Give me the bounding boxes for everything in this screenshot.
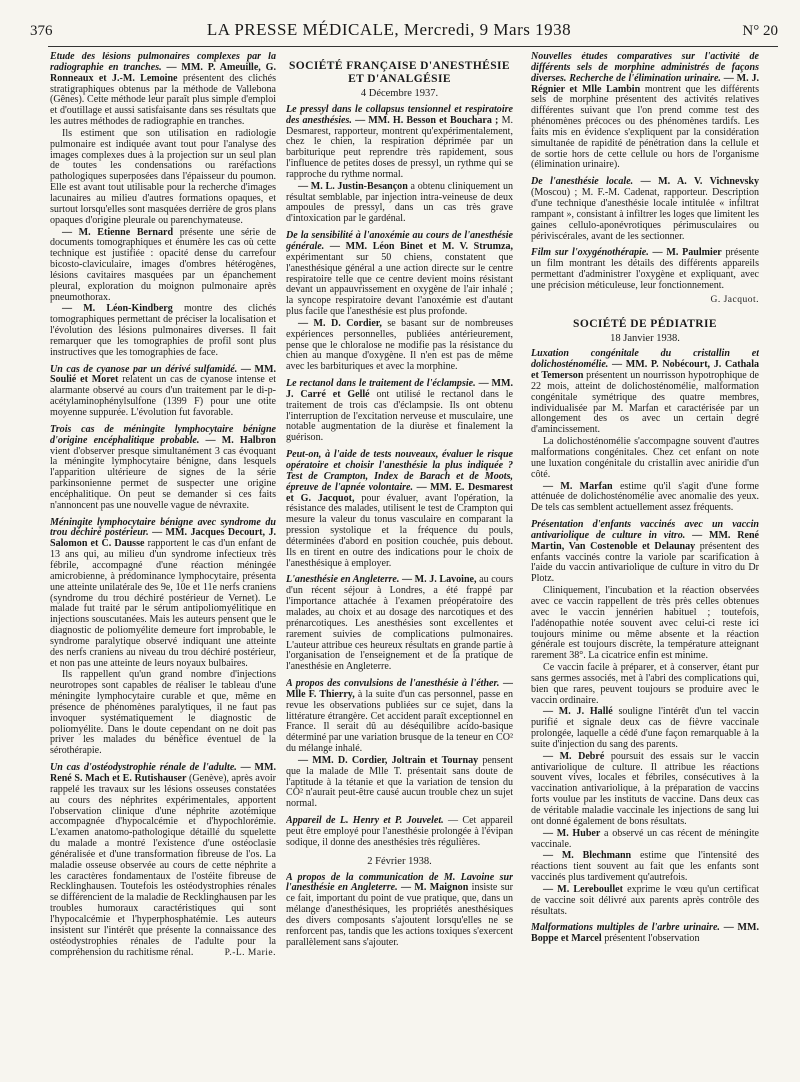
article-paragraph [50,365,276,419]
article-paragraph [531,52,759,171]
article-paragraph [286,575,513,673]
article-text: a obtenu cliniquement un résultat semblable, par injection intra-veineuse de deux ampoules de pressyl, dans un cas très grave d'intoxication par le gardénal. [286,180,513,225]
article-paragraph [531,752,759,828]
article-text: insiste sur ce fait, important du point de vue pratique, que, dans un mélange d'anesthésiques, les propriétés anesthésiques des divers composants s'ajoutent lorsqu'elles ne se renforcent pas, tandis que les actions toxiques s'exercent parallèlement sans s'ajouter. [286,882,513,948]
article-title: Le rectanol dans le traitement de l'éclampsie. [286,378,476,390]
article-text: poursuit des essais sur le vaccin antivariolique de culture. Il attribue les réactions souvent vives, locales et fébriles, consécutives à la vaccination antivariolique, à la préparation de vaccins forts voulue par les instituts de vaccine. Dans deux cas de véritable maladie vaccinale les injections de sang lui ont donné également de bons résultats. [531,750,759,827]
article-text: présentent un nourrisson hypotrophique de 22 mois, atteint de dolichosténomélie, malformation congénitale symétrique des quatre membres, individualisée par M. Marfan et caractérisée par un allongement des os avec un certain degré d'amincissement. [531,370,759,436]
article-title: A propos des convulsions de l'anesthésie à l'éther. [286,678,500,690]
article-title: De la sensibilité à l'anoxémie au cours de l'anesthésie générale. [286,230,513,252]
article-title: Un cas de cyanose par un dérivé sulfamidé. [50,363,238,375]
article-authors: — MM. Boppe et Marcel [531,922,759,945]
article-authors: — M. J. Régnier et Mlle Lambin [531,72,759,95]
column-3 [531,52,759,1067]
article-paragraph [286,379,513,444]
article-paragraph [286,679,513,755]
article-authors: — M. Halbron [205,434,276,446]
article-title: Luxation congénitale du cristallin et dolichosténomélie. [531,348,759,371]
article-authors: — MM. Soulié et Moret [50,363,276,386]
article-paragraph [531,177,759,242]
article-authors: — MM. E. Desmarest et G. Jacquot, [286,481,513,504]
article-authors: — M. L. Justin-Besançon [298,180,408,192]
article-paragraph [50,763,276,958]
article-authors: — Mlle F. Thierry, [286,678,513,700]
article-paragraph [531,248,759,291]
article-paragraph [531,482,759,515]
article-text: montrent que les différents sels de morphine présentent des activités relatives différentes suivant que l'on prend comme test des phénomènes précoces ou des phénomènes tardifs. Les faits mis en évidence s'expliquent par la considération simultanée de rapidité de pénétration dans la cellule et de sortie hors de cette cellule ou hors de l'organisme (élimination urinaire). [531,83,759,171]
article-authors: — MM. Jacques Decourt, J. Salomon et C. Dausse [50,527,276,550]
column-1 [50,52,276,1062]
article-authors: — M. D. Cordier, [298,317,382,329]
article-text: présentent l'observation [604,933,700,945]
article-paragraph [50,518,276,670]
article-text: présente un film montrant les détails des différents appareils permettant d'administrer l'oxygène et expliquant, avec une précision méticuleuse, leur fonctionnement. [531,247,759,291]
header-rule [48,46,778,47]
article-authors: — M. Blechmann [543,850,632,862]
article-authors: — M. J. Lavoine, [402,574,477,586]
article-text: (Genève), après avoir rappelé les travaux sur les lésions osseuses constatées au cours des néphrites expérimentales, apportent l'observation clinique d'une néphrite azotémique accompagnée d'hypocalcémie et d'hypochlorémie. L'examen anatomo-pathologique détaillé du squelette du malade a montré l'existence d'une ostéoclasie généralisée et d'une transformation fibreuse de l'os. La maladie osseuse observée au cours de cette néphrite a les caractères fondamentaux de l'ostéite fibreuse de Recklinghausen. Toutefois les ostéodystrophies rénales se différencient de la maladie de Recklinghausen par les troubles humoraux caractéristiques qui sont l'hypocalcémie et l'hyperphosphatémie. Les auteurs insistent sur l'intérêt que présente la connaissance des ostéodystrophies rénales de l'adulte pour la compréhension du rachitisme rénal. [50,773,276,958]
article-text: vient d'observer presque simultanément 3 cas évoquant la méningite lymphocytaire bénigne, dans lesquels l'apparition ultérieure de signes de la série parkinsonienne permet de suspecter une origine encéphalitique. On peut se demander si ces faits n'annoncent pas une nouvelle vague de névraxite. [50,445,276,511]
article-title: Malformations multiples de l'arbre urinaire. [531,922,720,934]
article-paragraph [286,756,513,810]
article-text: souligne l'intérêt d'un tel vaccin purifié et signale deux cas de fièvre vaccinale prolongée, laquelle a cédé d'une façon remarquable à la suite d'injection du sang des parents. [531,706,759,750]
article-title: Etude des lésions pulmonaires complexes par la radiographie en tranches. [50,52,276,73]
article-paragraph [50,304,276,358]
article-authors: — M. A. V. Vichnevsky [640,176,759,188]
article-title: Trois cas de méningite lymphocytaire bénigne d'origine encéphalitique probable. [50,423,276,446]
section-heading: SOCIÉTÉ FRANÇAISE D'ANESTHÉSIE ET D'ANALGÉSIE [289,60,510,85]
article-text: présente une série de documents tomographiques et énumère les cas où cette technique est justifiée : opacité dense du carrefour bicosto-claviculaire, images d'ombres hétérogènes, lésions cavitaires masquées par un épanchement pleural, exploration du moignon pulmonaire après pneumothorax. [50,226,276,303]
article-paragraph [286,231,513,318]
article-title: L'anesthésie en Angleterre. [286,574,400,586]
article-paragraph [286,450,513,569]
session-date: 18 Janvier 1938. [610,332,680,344]
article-authors: — M. Marfan [543,480,613,492]
article-text: relatent un cas de cyanose intense et alarmante observé au cours d'un traitement par le di-p-acétylaminophénylsulfone (1399 F) pour une otite moyenne suppurée. L'évolution fut favorable. [50,374,276,418]
article-paragraph [50,52,276,128]
article-text: pensent que la malade de Mlle T. présentait sans doute de l'aptitude à la tétanie et que la variation de tension du CO² n'aurait peut-être causé aucun trouble chez un sujet normal. [286,754,513,810]
article-authors: — M. Paulmier [652,247,722,259]
signature: P.-L. Marie. [224,947,276,958]
article-authors: — M. J. Hallé [543,706,613,718]
article-paragraph [531,829,759,851]
article-paragraph: Cliniquement, l'incubation et la réaction observées avec ce vaccin rappellent de très près celles obtenues avec le vaccin jennérien habituel ; toutefois, l'adénopathie notée souvent avec celui-ci reste ici toujours minime ou même absente et la réaction générale est toujours discrète, la température atteignant rarement 38°. La cicatrice enfin est minime. [531,585,759,662]
article-authors: — M. Huber [543,827,601,839]
column-2 [286,52,513,1067]
article-authors: — M. Maignon [400,882,469,894]
article-text: montre des clichés tomographiques permettant de préciser la localisation et l'évolution des lésions pulmonaires diverses. Il fait remarquer que les tomographies de profil sont plus instructives que les tomographies de face. [50,303,276,358]
page-number: 376 [30,23,53,39]
issue-number: N° 20 [742,23,778,39]
article-paragraph [531,885,759,918]
article-paragraph [531,349,759,436]
article-text: estime que l'intensité des réactions tient souvent au fait que les enfants sont vaccinés plus tardivement qu'autrefois. [531,850,759,884]
article-title: Peut-on, à l'aide de tests nouveaux, évaluer le risque opératoire et choisir l'anesthésie la plus indiquée ? Test de Crampton, Index de Barach et de Moots, épreuve de l'apnée volontaire. [286,449,513,493]
signature: G. Jacquot. [710,294,759,305]
article-paragraph [531,851,759,884]
article-text: se basant sur de nombreuses expériences personnelles, publiées antérieurement, pense que le chloralose ne modifie pas la résistance du chien au manque d'oxygène. Il n'en est pas de même avec les barbituriques et avec la morphine. [286,317,513,373]
article-text: au cours d'un récent séjour à Londres, a été frappé par l'importance attachée à l'examen préopératoire des malades, au choix et au dosage des narcotiques et des prénarcotiques. Les anesthésies sont excellentes et rarement suivies de complications pulmonaires. L'auteur attribue ces heureux résultats en grande partie à l'organisation de l'enseignement et de la pratique de l'anesthésie en Angleterre. [286,574,513,673]
article-paragraph [531,520,759,585]
article-text: a observé un cas récent de méningite vaccinale. [531,827,759,850]
article-authors: — MM. H. Besson et Bouchara ; [355,114,499,126]
article-title: Un cas d'ostéodystrophie rénale de l'adulte. [50,762,237,774]
article-paragraph: Ils rappellent qu'un grand nombre d'injections neurotropes sont capables de réaliser le tableau d'une méningite lymphocytaire curable et que, même en présence de phénomènes paralytiques, il ne faut pas invoquer systématiquement le diagnostic de poliomyélite. Dans le doute cependant on ne doit pas priver les malades du bénéfice éventuel de la sérothérapie. [50,669,276,757]
article-paragraph: Ils estiment que son utilisation en radiologie pulmonaire est indiquée avant tout pour l'analyse des images complexes dues à la projection sur un seul plan de toutes les condensations ou raréfactions pathologiques superposées dans l'épaisseur du poumon. Elle est avant tout utilisable pour la recherche d'images lacunaires au milieu d'autres formations opaques, et surtout lorsqu'elles sont masquées derrière de gros plans opaques d'origine pleurale ou parenchymateuse. [50,127,276,226]
article-paragraph [286,182,513,225]
article-title: Appareil de L. Henry et P. Jouvelet. [286,815,444,827]
article-authors: — MM. P. Nobécourt, J. Cathala et Temerson [531,359,759,382]
session-date: 2 Février 1938. [367,855,432,867]
article-authors: — MM. Léon Binet et M. V. Strumza, [329,240,513,252]
page-header [30,20,778,44]
section-heading: SOCIÉTÉ DE PÉDIATRIE [573,317,717,330]
article-paragraph: Ce vaccin facile à préparer, et à conserver, étant pur sans germes associés, met à l'abri des complications qui, bien que rares, peuvent toujours se produire avec le vaccin ordinaire. [531,662,759,706]
article-text: M. Desmarest, rapporteur, montrent qu'expérimentalement, chez le chien, la respiration déprimée par un barbiturique peut reprendre très rapidement, sous l'influence de petites doses de pressyl, un rythme qui se rapproche du rythme normal. [286,114,513,180]
article-paragraph [50,228,276,304]
article-text: ont utilisé le rectanol dans le traitement de trois cas d'éclampsie. Ils ont obtenu l'interruption de l'excitation nerveuse et musculaire, une notable augmentation de la diurèse et finalement la guérison. [286,388,513,444]
article-paragraph [531,923,759,945]
article-authors: — M. Léon-Kindberg [62,303,173,315]
article-authors: — M. Debré [543,750,605,762]
article-title: Méningite lymphocytaire bénigne avec syndrome du trou déchiré postérieur. [50,516,276,539]
session-date: 4 Décembre 1937. [360,88,439,99]
article-text: estime qu'il s'agit d'une forme atténuée de dolichosténomélie avec anomalie des yeux. De tels cas semblent actuellement assez fréquents. [531,480,759,514]
article-text: rapportent le cas d'un enfant de 13 ans qui, au milieu d'un syndrome infectieux très fébrile, accompagné d'une réaction méningée amicrobienne, à prédominance lymphocytaire, présenta une atteinte unilatérale des 9e, 10e et 11e nerfs craniens (syndrome du trou déchiré postérieur de Vernet). Le malade fut traité par le sérum antipoliomyélitique en injections souscutanées. Mais les auteurs pensent que le diagnostic de poliomyélite demeure fort improbable, le syndrome paralytique observé indiquant une atteinte des nerfs craniens au niveau du trou déchiré postérieur, et non pas une atteinte de leurs noyaux bulbaires. [50,538,276,669]
article-paragraph [531,707,759,750]
article-paragraph [50,425,276,512]
article-text: présentent des clichés stratigraphiques obtenus par la méthode de Vallebona (Gênes). Cette méthode leur paraît plus simple d'emploi et d'outillage et aussi satisfaisante dans ses résultats que les autres méthodes de radiographie en tranches. [50,72,276,128]
article-authors: — M. Etienne Bernard [62,226,174,238]
article-text: exprime le vœu qu'un certificat de vaccine soit délivré aux parents après contrôle des résultats. [531,883,759,917]
article-paragraph [286,105,513,181]
article-paragraph [286,319,513,373]
article-text: présentent des enfants vaccinés contre la variole par scarification à l'aide du vaccin antivariolique de culture in vitro du Dr Plotz. [531,540,759,585]
article-title: De l'anesthésie locale. [531,176,634,188]
article-authors: — MM. P. Ameuille, G. Ronneaux et J.-M. Lemoine [50,61,276,84]
article-text: expérimentant sur 50 chiens, constatent que l'anesthésique général a une action directe sur le centre respiratoire telle que ce centre devient moins résistant devant un appauvrissement en oxygène de l'air inhalé ; la syncope respiratoire devant l'anoxémie est d'autant plus facile que l'anesthésie est plus profonde. [286,251,513,318]
article-title: A propos de la communication de M. Lavoine sur l'anesthésie en Angleterre. [286,871,513,894]
article-text: à la suite d'un cas personnel, passe en revue les observations publiées sur ce sujet, dans la littérature étrangère. Cet accident paraît exceptionnel en France. Il serait dû au déséquilibre acido-basique déterminé par une variation brusque de la teneur en CO² du mélange inhalé. [286,688,513,755]
article-paragraph [286,873,513,949]
article-authors: — MM. D. Cordier, Joltrain et Tournay [298,754,479,766]
article-title: Nouvelles études comparatives sur l'activité de différents sels de morphine administrés de façons diverses. Recherche de l'élimination urinaire. [531,52,759,84]
article-text: (Moscou) ; M. F.-M. Cadenat, rapporteur. Description d'une technique d'anesthésie locale intitulée « infiltrat rampant », consistant à infiltrer les loges que limitent les gaines cellulo-aponévrotiques périmusculaires ou périviscérales, avant de les sectionner. [531,187,759,242]
article-text: pour évaluer, avant l'opération, la résistance des malades, utilisent le test de Crampton qui mesure la valeur du tonus vasculaire en comparant la pression systolique et la fréquence du pouls, déterminées d'abord en position couchée, puis debout. Ils en tirent en outre des indications pour le choix de l'anesthésique à employer. [286,492,513,569]
article-title: Présentation d'enfants vaccinés avec un vaccin antivariolique de culture in vitro. [531,519,759,541]
article-authors: — M. Lereboullet [543,883,623,895]
article-authors: — MM. J. Carré et Gellé [286,378,513,400]
article-paragraph: La dolichosténomélie s'accompagne souvent d'autres malformations congénitales. Chez cet enfant on note une luxation congénitale du cristallin avec aniridie d'un côté. [531,436,759,480]
article-title: Le pressyl dans le collapsus tensionnel et respiratoire des anesthésies. [286,103,513,126]
article-text: — Cet appareil peut être employé pour l'anesthésie prolongée à l'évipan sodique, il donne des anesthésies très régulières. [286,815,513,848]
article-authors: — MM. René Martin, Van Costenoble et Delaunay [531,529,759,552]
journal-title: LA PRESSE MÉDICALE, Mercredi, 9 Mars 1938 [206,20,572,39]
article-authors: — MM. René S. Mach et E. Rutishauser [50,762,276,784]
article-paragraph [286,816,513,849]
article-title: Film sur l'oxygénothérapie. [531,247,649,259]
